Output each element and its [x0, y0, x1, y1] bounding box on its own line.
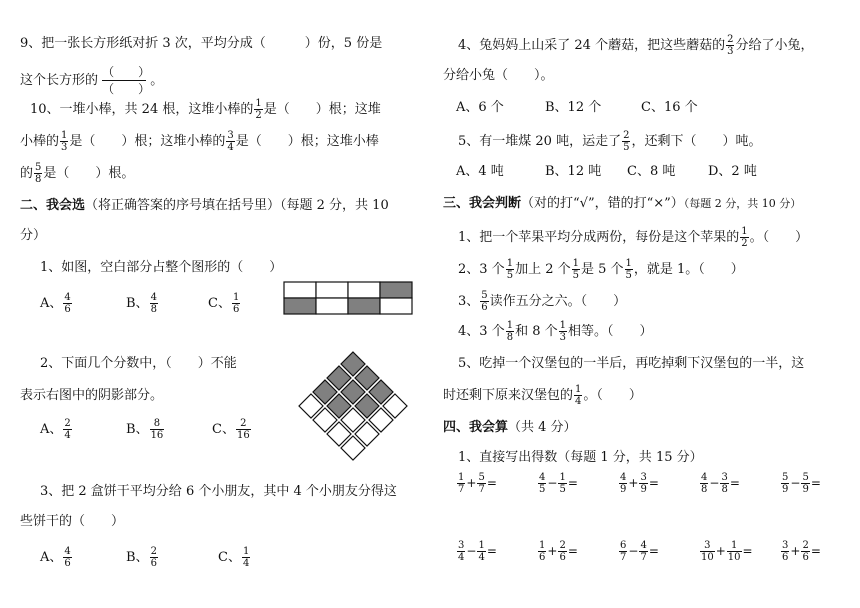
fraction: $\frac{3}{9}$ [640, 472, 647, 495]
fraction: $\frac{1}{5}$ [559, 472, 566, 495]
judge5: 5、吃掉一个汉堡包的一半后，再吃掉剩下汉堡包的一半，这 [458, 356, 805, 371]
calc-item: $\frac{4}{8}$ − $\frac{3}{8}$ = [701, 472, 740, 495]
judge2: 2、3 个 $\frac{1}{5}$ 加上 2 个 $\frac{1}{5}$ 是 5 个 $\frac{1}{5}$ ，就是 1。（ ） [458, 258, 744, 281]
calc-intro: 1、直接写出得数（每题 1 分，共 15 分） [458, 450, 703, 465]
fraction: $\frac{5}{8}$ [35, 162, 42, 185]
fraction: $\frac{3}{10}$ [701, 540, 714, 563]
q10-line2: 小棒的 $\frac{1}{3}$ 是（ ）根；这堆小棒的 $\frac{3}{4}$ 是（ ）根；这堆小棒 [20, 130, 379, 153]
judge1: 1、把一个苹果平均分成两份，每份是这个苹果的 $\frac{1}{2}$ 。（ ） [458, 226, 809, 249]
choice5-question: 5、有一堆煤 20 吨，运走了 $\frac{2}{5}$ ，还剩下（ ）吨。 [458, 130, 762, 153]
choice1-option-c[interactable]: C、 $\frac{1}{6}$ [208, 292, 240, 315]
fraction: $\frac{1}{7}$ [458, 472, 465, 495]
choice1-option-a[interactable]: A、 $\frac{4}{6}$ [40, 292, 71, 315]
calc-item: $\frac{6}{7}$ − $\frac{4}{7}$ = [620, 540, 659, 563]
q9-line2: 这个长方形的 $\frac{( )}{( )}$ 。 [20, 65, 164, 96]
judge4: 4、3 个 $\frac{1}{8}$ 和 8 个 $\frac{1}{3}$ 相等。（ ） [458, 320, 653, 343]
section3-heading: 三、我会判断（对的打“√”，错的打“×”）（每题 2 分，共 10 分） [443, 196, 802, 211]
fraction: $\frac{4}{8}$ [701, 472, 708, 495]
fraction: $\frac{3}{6}$ [782, 540, 789, 563]
fraction: $\frac{1}{3}$ [61, 130, 68, 153]
fraction: $\frac{2}{6}$ [559, 540, 566, 563]
choice5-option-c[interactable]: C、8 吨 [627, 164, 676, 179]
choice5-option-a[interactable]: A、4 吨 [456, 164, 504, 179]
choice5-option-d[interactable]: D、2 吨 [708, 164, 757, 179]
choice4-question-cont: 分给小兔（ ）。 [443, 68, 554, 83]
choice3-option-a[interactable]: A、 $\frac{4}{6}$ [40, 546, 71, 569]
calc-item: $\frac{5}{9}$ − $\frac{5}{9}$ = [782, 472, 821, 495]
fraction: $\frac{5}{7}$ [478, 472, 485, 495]
choice2-option-a[interactable]: A、 $\frac{2}{4}$ [40, 418, 71, 441]
fraction: $\frac{1}{4}$ [478, 540, 485, 563]
fraction: $\frac{2}{6}$ [802, 540, 809, 563]
choice2-option-c[interactable]: C、 $\frac{2}{16}$ [212, 418, 250, 441]
fraction: $\frac{2}{5}$ [623, 130, 630, 153]
section2-heading: 二、我会选（将正确答案的序号填在括号里）（每题 2 分，共 10 [20, 198, 389, 213]
calc-item: $\frac{4}{9}$ + $\frac{3}{9}$ = [620, 472, 659, 495]
diamond-grid-figure [293, 345, 413, 467]
fraction: $\frac{1}{2}$ [255, 98, 262, 121]
choice5-option-b[interactable]: B、12 吨 [545, 164, 602, 179]
fraction: $\frac{4}{5}$ [539, 472, 546, 495]
calc-item: $\frac{1}{6}$ + $\frac{2}{6}$ = [539, 540, 578, 563]
q9-text: 这个长方形的 [20, 73, 99, 88]
choice4-question: 4、兔妈妈上山采了 24 个蘑菇，把这些蘑菇的 $\frac{2}{3}$ 分给了小兔， [458, 34, 814, 57]
fraction: $\frac{4}{9}$ [620, 472, 627, 495]
choice2-question-cont: 表示右图中的阴影部分。 [20, 388, 164, 403]
judge3: 3、 $\frac{5}{6}$ 读作五分之六。（ ） [458, 290, 627, 313]
choice4-option-c[interactable]: C、16 个 [641, 100, 698, 115]
calc-item: $\frac{1}{7}$ + $\frac{5}{7}$ = [458, 472, 497, 495]
calc-item: $\frac{4}{5}$ − $\frac{1}{5}$ = [539, 472, 578, 495]
fraction: $\frac{3}{8}$ [721, 472, 728, 495]
q10-line1: 10、一堆小棒，共 24 根，这堆小棒的 $\frac{1}{2}$ 是（ ）根；这堆 [30, 98, 381, 121]
calc-item: $\frac{3}{10}$ + $\frac{1}{10}$ = [701, 540, 753, 563]
calc-item: $\frac{3}{6}$ + $\frac{2}{6}$ = [782, 540, 821, 563]
fraction: $\frac{5}{9}$ [782, 472, 789, 495]
choice1-question: 1、如图，空白部分占整个图形的（ ） [40, 260, 283, 275]
choice2-question: 2、下面几个分数中，（ ）不能 [40, 356, 237, 371]
fraction: $\frac{2}{3}$ [727, 34, 734, 57]
rectangle-figure [283, 281, 415, 317]
fraction: $\frac{6}{7}$ [620, 540, 627, 563]
fraction: $\frac{5}{9}$ [802, 472, 809, 495]
choice3-option-b[interactable]: B、 $\frac{2}{6}$ [126, 546, 157, 569]
calc-item: $\frac{3}{4}$ − $\frac{1}{4}$ = [458, 540, 497, 563]
choice4-option-b[interactable]: B、12 个 [545, 100, 602, 115]
judge5-cont: 时还剩下原来汉堡包的 $\frac{1}{4}$ 。（ ） [443, 384, 642, 407]
choice3-option-c[interactable]: C、 $\frac{1}{4}$ [218, 546, 250, 569]
choice3-question: 3、把 2 盒饼干平均分给 6 个小朋友，其中 4 个小朋友分得这 [40, 484, 397, 499]
fraction: $\frac{3}{4}$ [227, 130, 234, 153]
choice2-option-b[interactable]: B、 $\frac{8}{16}$ [126, 418, 164, 441]
choice3-question-cont: 些饼干的（ ） [20, 514, 125, 529]
section4-heading: 四、我会算（共 4 分） [443, 420, 577, 435]
section2-heading-cont: 分） [20, 228, 47, 243]
choice1-option-b[interactable]: B、 $\frac{4}{8}$ [126, 292, 157, 315]
fraction: $\frac{3}{4}$ [458, 540, 465, 563]
fraction: $\frac{4}{7}$ [640, 540, 647, 563]
choice4-option-a[interactable]: A、6 个 [456, 100, 504, 115]
fraction: $\frac{1}{10}$ [727, 540, 741, 563]
fraction: $\frac{1}{6}$ [539, 540, 546, 563]
q10-line3: 的 $\frac{5}{8}$ 是（ ）根。 [20, 162, 135, 185]
q9-line1: 9、把一张长方形纸对折 3 次，平均分成（ ）份，5 份是 [20, 36, 383, 51]
q9-blank-fraction[interactable]: $\frac{( )}{( )}$ [102, 65, 151, 96]
